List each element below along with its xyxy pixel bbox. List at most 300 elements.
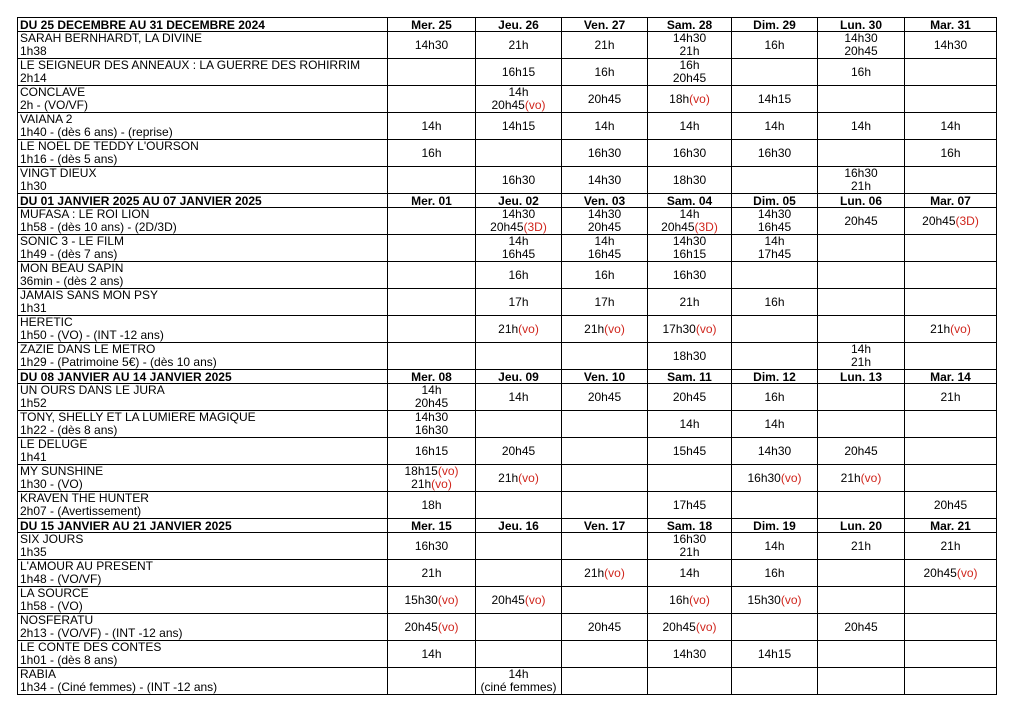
- film-cell: [18, 235, 388, 262]
- showtime-cell: [648, 614, 732, 641]
- showtime-cell: [648, 59, 732, 86]
- showtime: [388, 567, 475, 580]
- showtime-cell: [388, 492, 476, 519]
- showtime: [648, 174, 731, 187]
- showtime-cell: [562, 614, 648, 641]
- showtime-hour: 14h: [764, 416, 785, 431]
- showtime-cell: [905, 614, 997, 641]
- version-tag: (vo): [780, 470, 802, 485]
- film-cell: [18, 289, 388, 316]
- showtime-cell: [648, 235, 732, 262]
- showtime: [562, 248, 647, 261]
- showtime-hour: 18h30: [672, 348, 707, 363]
- showtime: [476, 472, 561, 485]
- showtime-hour: 20h45: [661, 220, 695, 234]
- showtime-cell: [388, 560, 476, 587]
- showtime-cell: [648, 167, 732, 194]
- showtime-hour: 21h: [421, 565, 442, 580]
- version-tag: (vo): [956, 565, 978, 580]
- showtime-cell: [905, 32, 997, 59]
- film-title: LE SEIGNEUR DES ANNEAUX : LA GUERRE DES ROHIRRIM: [20, 59, 361, 72]
- showtime: [562, 296, 647, 309]
- version-tag: (vo): [780, 592, 802, 607]
- film-title: SONIC 3 - LE FILM: [20, 235, 125, 248]
- showtime-cell: [388, 343, 476, 370]
- showtime: [818, 45, 904, 58]
- showtime-hour: 20h45: [491, 592, 525, 607]
- showtime-hour: 14h: [764, 538, 785, 553]
- showtime-cell: [388, 167, 476, 194]
- showtime-hour: 16h: [679, 58, 700, 72]
- week-header-row: [18, 194, 997, 208]
- day-header: Ven. 03: [562, 194, 648, 208]
- version-tag: (vo): [860, 470, 882, 485]
- showtime-cell: [476, 384, 562, 411]
- film-cell: [18, 343, 388, 370]
- film-info: 1h01 - (dès 8 ans): [20, 654, 118, 667]
- showtime-hour: 17h: [594, 294, 615, 309]
- showtime: [476, 66, 561, 79]
- version-tag: (vo): [437, 592, 459, 607]
- showtime-cell: [476, 86, 562, 113]
- showtime-cell: [905, 587, 997, 614]
- showtime-cell: [818, 587, 905, 614]
- showtime-cell: [476, 533, 562, 560]
- showtime-hour: 14h: [679, 118, 700, 133]
- version-tag: (3D): [694, 220, 718, 234]
- showtime-cell: [388, 86, 476, 113]
- film-cell: [18, 384, 388, 411]
- showtime-hour: 15h45: [672, 443, 707, 458]
- showtime: [388, 445, 475, 458]
- film-cell: [18, 140, 388, 167]
- showtime-hour: 14h: [679, 565, 700, 580]
- day-header: Jeu. 09: [476, 370, 562, 384]
- showtime-hour: 20h45: [844, 619, 878, 634]
- film-title: KRAVEN THE HUNTER: [20, 492, 149, 505]
- showtime-cell: [905, 668, 997, 695]
- showtime-hour: 20h45: [672, 71, 707, 85]
- showtime: [818, 621, 904, 634]
- film-info: 2h - (VO/VF): [20, 99, 89, 112]
- showtime: [732, 594, 817, 607]
- showtime-hour: 14h30: [672, 234, 707, 248]
- film-info: 1h22 - (dès 8 ans): [20, 424, 118, 437]
- day-header: Mer. 25: [388, 18, 476, 32]
- film-cell: [18, 262, 388, 289]
- showtime: [905, 567, 996, 580]
- version-tag: (3D): [523, 220, 547, 234]
- showtime: [562, 66, 647, 79]
- showtime: [562, 221, 647, 234]
- showtime-hour: 16h: [764, 37, 785, 52]
- showtime-cell: [476, 343, 562, 370]
- showtime: [476, 120, 561, 133]
- day-header: Dim. 19: [732, 519, 818, 533]
- showtime-cell: [818, 86, 905, 113]
- showtime-cell: [818, 641, 905, 668]
- showtime-cell: [732, 262, 818, 289]
- showtime-cell: [905, 411, 997, 438]
- film-title: UN OURS DANS LE JURA: [20, 384, 165, 397]
- showtime-cell: [905, 641, 997, 668]
- showtime-cell: [648, 533, 732, 560]
- film-row: [18, 343, 997, 370]
- film-info: 1h29 - (Patrimoine 5€) - (dès 10 ans): [20, 356, 217, 369]
- showtime: [905, 391, 996, 404]
- film-title: NOSFERATU: [20, 614, 94, 627]
- film-title: SIX JOURS: [20, 533, 84, 546]
- showtime-cell: [648, 86, 732, 113]
- showtime: [388, 120, 475, 133]
- showtime-cell: [476, 32, 562, 59]
- showtime-cell: [476, 113, 562, 140]
- day-header: Mer. 01: [388, 194, 476, 208]
- showtime-cell: [732, 384, 818, 411]
- showtime-cell: [388, 384, 476, 411]
- showtime-hour: 14h30: [672, 646, 707, 661]
- film-row: [18, 113, 997, 140]
- showtime: [818, 356, 904, 369]
- schedule-table: [17, 17, 997, 695]
- showtime-cell: [476, 492, 562, 519]
- showtime: [905, 540, 996, 553]
- film-cell: [18, 492, 388, 519]
- film-info: 1h41: [20, 451, 47, 464]
- showtime-cell: [388, 465, 476, 492]
- film-title: ZAZIE DANS LE METRO: [20, 343, 156, 356]
- showtime-cell: [562, 533, 648, 560]
- showtime: [732, 221, 817, 234]
- showtime-hour: 14h: [421, 383, 442, 397]
- film-title: TONY, SHELLY ET LA LUMIERE MAGIQUE: [20, 411, 256, 424]
- showtime-cell: [562, 235, 648, 262]
- day-header: Ven. 27: [562, 18, 648, 32]
- showtime-hour: 16h: [764, 389, 785, 404]
- film-row: [18, 411, 997, 438]
- showtime-cell: [562, 587, 648, 614]
- showtime-cell: [905, 208, 997, 235]
- showtime-cell: [388, 411, 476, 438]
- showtime: [648, 45, 731, 58]
- week-title: DU 15 JANVIER AU 21 JANVIER 2025: [18, 519, 388, 533]
- film-row: [18, 668, 997, 695]
- showtime-cell: [905, 384, 997, 411]
- showtime: [562, 147, 647, 160]
- showtime-cell: [732, 316, 818, 343]
- showtime-cell: [388, 668, 476, 695]
- film-row: [18, 262, 997, 289]
- film-info: 1h49 - (dès 7 ans): [20, 248, 118, 261]
- showtime-hour: 14h: [421, 646, 442, 661]
- showtime-hour: 14h: [764, 118, 785, 133]
- showtime-cell: [476, 167, 562, 194]
- day-header: Ven. 17: [562, 519, 648, 533]
- day-header: Dim. 12: [732, 370, 818, 384]
- showtime: [388, 540, 475, 553]
- showtime-cell: [818, 668, 905, 695]
- showtime-cell: [388, 587, 476, 614]
- showtime-hour: 18h30: [672, 172, 707, 187]
- showtime-cell: [818, 289, 905, 316]
- showtime-cell: [648, 587, 732, 614]
- film-title: MON BEAU SAPIN: [20, 262, 124, 275]
- version-tag: (vo): [689, 91, 710, 106]
- showtime: [476, 681, 561, 694]
- version-tag: (vo): [695, 321, 717, 336]
- showtime-cell: [476, 262, 562, 289]
- showtime-hour: 21h: [930, 321, 951, 336]
- showtime-cell: [476, 438, 562, 465]
- showtime-cell: [905, 140, 997, 167]
- showtime-hour: 14h: [679, 416, 700, 431]
- film-title: VINGT DIEUX: [20, 167, 97, 180]
- version-tag: (vo): [518, 470, 539, 485]
- showtime: [648, 546, 731, 559]
- showtime: [732, 120, 817, 133]
- film-title: LE DELUGE: [20, 438, 88, 451]
- film-cell: [18, 411, 388, 438]
- film-info: 1h40 - (dès 6 ans) - (reprise): [20, 126, 173, 139]
- day-header: Dim. 05: [732, 194, 818, 208]
- film-row: [18, 438, 997, 465]
- showtime-cell: [388, 235, 476, 262]
- film-row: [18, 86, 997, 113]
- showtime-hour: 21h: [850, 179, 872, 193]
- showtime: [648, 93, 731, 106]
- showtime-cell: [476, 465, 562, 492]
- showtime-hour: 16h30: [414, 538, 449, 553]
- showtime-cell: [476, 289, 562, 316]
- showtime-hour: 14h: [508, 667, 529, 681]
- showtime-cell: [388, 533, 476, 560]
- showtime: [648, 499, 731, 512]
- film-title: LA SOURCE: [20, 587, 89, 600]
- showtime-cell: [388, 289, 476, 316]
- film-info: 1h48 - (VO/VF): [20, 573, 102, 586]
- showtime: [732, 540, 817, 553]
- showtime-hour: 14h: [594, 118, 615, 133]
- day-header: Mar. 31: [905, 18, 997, 32]
- showtime-cell: [476, 316, 562, 343]
- showtime: [905, 323, 996, 336]
- film-cell: [18, 560, 388, 587]
- film-row: [18, 533, 997, 560]
- showtime: [732, 418, 817, 431]
- showtime-cell: [732, 533, 818, 560]
- film-cell: [18, 465, 388, 492]
- showtime-cell: [562, 86, 648, 113]
- film-title: L'AMOUR AU PRESENT: [20, 560, 153, 573]
- showtime-cell: [818, 235, 905, 262]
- showtime-cell: [476, 208, 562, 235]
- week-title: DU 25 DECEMBRE AU 31 DECEMBRE 2024: [18, 18, 388, 32]
- showtime-cell: [905, 235, 997, 262]
- version-tag: (vo): [524, 98, 546, 112]
- showtime: [476, 269, 561, 282]
- showtime-cell: [905, 533, 997, 560]
- showtime-hour: 16h30: [414, 423, 449, 437]
- showtime-cell: [732, 492, 818, 519]
- showtime-hour: 18h: [421, 497, 442, 512]
- showtime-cell: [818, 167, 905, 194]
- showtime-hour: 16h30: [747, 470, 781, 485]
- showtime-cell: [905, 343, 997, 370]
- showtime-hour: 16h: [850, 64, 872, 79]
- showtime: [818, 66, 904, 79]
- showtime-hour: 16h30: [672, 145, 707, 160]
- showtime-cell: [818, 343, 905, 370]
- day-header: Lun. 13: [818, 370, 905, 384]
- film-row: [18, 641, 997, 668]
- version-tag: (vo): [524, 592, 546, 607]
- showtime-cell: [818, 113, 905, 140]
- showtime-cell: [818, 140, 905, 167]
- showtime-hour: 20h45: [672, 389, 707, 404]
- showtime: [388, 621, 475, 634]
- showtime-cell: [818, 411, 905, 438]
- showtime-cell: [562, 641, 648, 668]
- film-title: HERETIC: [20, 316, 73, 329]
- showtime-cell: [732, 113, 818, 140]
- film-title: MUFASA : LE ROI LION: [20, 208, 150, 221]
- showtime: [388, 397, 475, 410]
- showtime-hour: 14h30: [501, 207, 536, 221]
- showtime-cell: [905, 316, 997, 343]
- showtime-hour: 16h: [669, 592, 690, 607]
- showtime-hour: 20h45: [404, 619, 438, 634]
- showtime-cell: [818, 465, 905, 492]
- showtime: [648, 350, 731, 363]
- film-cell: [18, 587, 388, 614]
- showtime-hour: 16h15: [414, 443, 449, 458]
- showtime-cell: [732, 560, 818, 587]
- film-row: [18, 167, 997, 194]
- showtime-hour: 14h15: [757, 646, 792, 661]
- showtime: [388, 478, 475, 491]
- showtime-cell: [476, 411, 562, 438]
- showtime: [562, 93, 647, 106]
- showtime-cell: [562, 113, 648, 140]
- showtime-cell: [562, 384, 648, 411]
- showtime-cell: [388, 140, 476, 167]
- film-row: [18, 465, 997, 492]
- showtime-hour: 16h: [940, 145, 961, 160]
- film-row: [18, 289, 997, 316]
- showtime-cell: [388, 262, 476, 289]
- showtime-hour: 14h30: [587, 207, 622, 221]
- showtime-cell: [732, 465, 818, 492]
- showtime-hour: 20h45: [922, 213, 956, 228]
- showtime-hour: 14h30: [933, 37, 968, 52]
- showtime-cell: [562, 465, 648, 492]
- showtime-cell: [388, 316, 476, 343]
- showtime: [562, 269, 647, 282]
- showtime-hour: 21h: [498, 470, 519, 485]
- showtime-cell: [732, 167, 818, 194]
- showtime: [388, 39, 475, 52]
- showtime-cell: [818, 316, 905, 343]
- showtime: [905, 39, 996, 52]
- week-title: DU 01 JANVIER 2025 AU 07 JANVIER 2025: [18, 194, 388, 208]
- showtime-hour: 21h: [679, 294, 700, 309]
- showtime-cell: [388, 438, 476, 465]
- showtime-cell: [732, 235, 818, 262]
- showtime-cell: [732, 438, 818, 465]
- day-header: Jeu. 16: [476, 519, 562, 533]
- showtime-hour: 20h45: [501, 443, 536, 458]
- film-info: 2h14: [20, 72, 47, 85]
- showtime: [388, 147, 475, 160]
- film-info: 1h52: [20, 397, 47, 410]
- showtime-hour: 16h: [421, 145, 442, 160]
- film-row: [18, 587, 997, 614]
- day-header: Ven. 10: [562, 370, 648, 384]
- film-row: [18, 208, 997, 235]
- showtime: [732, 391, 817, 404]
- showtime-cell: [648, 668, 732, 695]
- showtime-hour: 14h15: [757, 91, 792, 106]
- showtime-cell: [818, 492, 905, 519]
- version-tag: (vo): [437, 619, 459, 634]
- film-cell: [18, 208, 388, 235]
- showtime-cell: [905, 113, 997, 140]
- showtime: [648, 296, 731, 309]
- showtime-cell: [818, 614, 905, 641]
- film-info: 2h13 - (VO/VF) - (INT -12 ans): [20, 627, 183, 640]
- showtime-cell: [905, 86, 997, 113]
- showtime: [905, 499, 996, 512]
- showtime-cell: [388, 59, 476, 86]
- film-info: 36min - (dès 2 ans): [20, 275, 124, 288]
- showtime-hour: 16h30: [587, 145, 622, 160]
- showtime-cell: [818, 384, 905, 411]
- showtime: [648, 567, 731, 580]
- showtime-hour: 15h30: [404, 592, 438, 607]
- film-title: JAMAIS SANS MON PSY: [20, 289, 159, 302]
- film-cell: [18, 438, 388, 465]
- film-info: 1h38: [20, 45, 47, 58]
- showtime-cell: [476, 614, 562, 641]
- showtime-hour: 16h: [508, 267, 529, 282]
- showtime-hour: 16h: [594, 267, 615, 282]
- showtime-hour: 16h30: [672, 532, 707, 546]
- showtime: [388, 594, 475, 607]
- version-tag: (vo): [437, 464, 459, 478]
- day-header: Sam. 18: [648, 519, 732, 533]
- showtime-hour: 16h45: [501, 247, 536, 261]
- showtime-cell: [476, 59, 562, 86]
- film-cell: [18, 86, 388, 113]
- showtime-cell: [648, 465, 732, 492]
- film-row: [18, 614, 997, 641]
- showtime-cell: [562, 167, 648, 194]
- film-info: 1h58 - (dès 10 ans) - (2D/3D): [20, 221, 177, 234]
- day-header: Jeu. 02: [476, 194, 562, 208]
- showtime-cell: [562, 492, 648, 519]
- showtime: [562, 120, 647, 133]
- showtime: [818, 540, 904, 553]
- showtime-hour: 16h15: [672, 247, 707, 261]
- showtime-hour: 17h45: [757, 247, 792, 261]
- showtime-cell: [648, 641, 732, 668]
- film-cell: [18, 167, 388, 194]
- showtime-cell: [648, 343, 732, 370]
- week-header-row: [18, 18, 997, 32]
- week-header-row: [18, 519, 997, 533]
- showtime-cell: [648, 411, 732, 438]
- film-cell: [18, 316, 388, 343]
